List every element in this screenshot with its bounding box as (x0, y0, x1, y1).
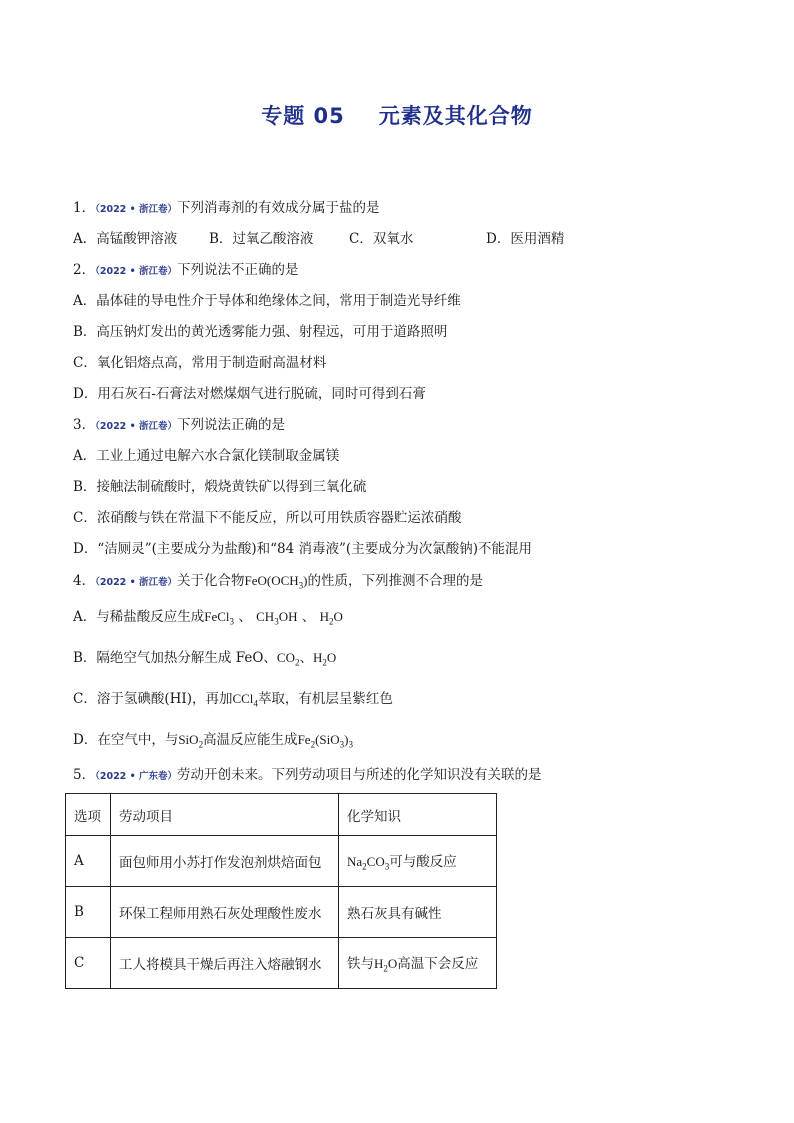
formula-ccl4: CCl$_4$ (232, 691, 258, 709)
table-cell: 工人将模具干燥后再注入熔融钢水 (111, 938, 339, 989)
table-header-cell: 选项 (66, 794, 111, 836)
formula-ch3oh: $CH_3OH$ (256, 609, 298, 627)
question-list (73, 193, 733, 989)
table-cell: A (66, 836, 111, 887)
formula-fe2sio3-3: $Fe_2(SiO_3)_3$ (297, 732, 353, 750)
page-title (0, 100, 794, 130)
formula-h2o: $H_2O$ (374, 956, 398, 974)
formula-feo-och3: $FeO(OCH_3)$ (244, 573, 308, 591)
table-header-row (66, 794, 497, 836)
option: D．在空气中，与SiO$_2$高温反应能生成$Fe_2(SiO_3)_3$ (73, 732, 353, 750)
question-source: （2022 • 浙江卷） (95, 577, 177, 588)
formula-h2o: $H_2O$ (319, 609, 343, 627)
question-1-options (73, 224, 733, 255)
table-row (66, 887, 497, 938)
table-cell: 面包师用小苏打作发泡剂烘焙面包 (111, 836, 339, 887)
question-4-stem: 4．（2022 • 浙江卷）关于化合物$FeO(OCH_3)$的性质，下列推测不合理的是 (73, 573, 483, 591)
option: B．高压钠灯发出的黄光透雾能力强、射程远，可用于道路照明 (73, 324, 448, 340)
option: B．隔绝空气加热分解生成 FeO、$CO_2$、$H_2O$ (73, 650, 337, 668)
question-source: （2022 • 浙江卷） (95, 204, 177, 215)
option: C．溶于氢碘酸(HI)，再加CCl$_4$萃取，有机层呈紫红色 (73, 691, 393, 709)
question-source: （2022 • 浙江卷） (95, 266, 177, 277)
question-source: （2022 • 广东卷） (95, 771, 177, 782)
table-cell: 环保工程师用熟石灰处理酸性废水 (111, 887, 339, 938)
table-cell: $Na_2CO_3$可与酸反应 (339, 836, 497, 887)
option: A．工业上通过电解六水合氯化镁制取金属镁 (73, 448, 340, 464)
table-cell: B (66, 887, 111, 938)
table-row (66, 938, 497, 989)
option: C．双氧水 (349, 231, 414, 247)
option: A．与稀盐酸反应生成FeCl$_3$ 、 $CH_3OH$ 、 $H_2O$ (73, 609, 343, 627)
option: B．过氧乙酸溶液 (209, 231, 314, 247)
table-cell: C (66, 938, 111, 989)
formula-na2co3: $Na_2CO_3$ (347, 854, 390, 872)
question-source: （2022 • 浙江卷） (95, 421, 177, 432)
formula-sio2: SiO$_2$ (178, 732, 204, 750)
option: A．晶体硅的导电性介于导体和绝缘体之间，常用于制造光导纤维 (73, 293, 461, 309)
question-3-stem: 3．（2022 • 浙江卷）下列说法正确的是 (73, 417, 285, 433)
table-row (66, 836, 497, 887)
table-header-cell: 劳动项目 (111, 794, 339, 836)
question-2-stem: 2．（2022 • 浙江卷）下列说法不正确的是 (73, 262, 299, 278)
option: A．高锰酸钾溶液 (73, 231, 178, 247)
option: D．用石灰石-石膏法对燃煤烟气进行脱硫，同时可得到石膏 (73, 386, 426, 402)
option: B．接触法制硫酸时，煅烧黄铁矿以得到三氧化硫 (73, 479, 367, 495)
option: C．氧化铝熔点高，常用于制造耐高温材料 (73, 355, 327, 371)
option: C．浓硝酸与铁在常温下不能反应，所以可用铁质容器贮运浓硝酸 (73, 510, 462, 526)
question-1-stem: 1．（2022 • 浙江卷）下列消毒剂的有效成分属于盐的是 (73, 200, 380, 216)
title-prefix: 专题 05 (261, 104, 345, 128)
table-header-cell: 化学知识 (339, 794, 497, 836)
table-cell: 铁与$H_2O$高温下会反应 (339, 938, 497, 989)
formula-h2o: $H_2O$ (312, 650, 337, 668)
labor-table (65, 793, 497, 989)
formula-co2: $CO_2$ (276, 650, 300, 668)
formula-fecl3: FeCl$_3$ (204, 609, 235, 627)
option: D．“洁厕灵”(主要成分为盐酸)和“84 消毒液”(主要成分为次氯酸钠)不能混用 (73, 541, 532, 557)
title-name: 元素及其化合物 (378, 104, 533, 128)
table-cell: 熟石灰具有碱性 (339, 887, 497, 938)
question-5-stem: 5．（2022 • 广东卷）劳动开创未来。下列劳动项目与所述的化学知识没有关联的是 (73, 767, 542, 783)
option: D．医用酒精 (486, 231, 565, 247)
